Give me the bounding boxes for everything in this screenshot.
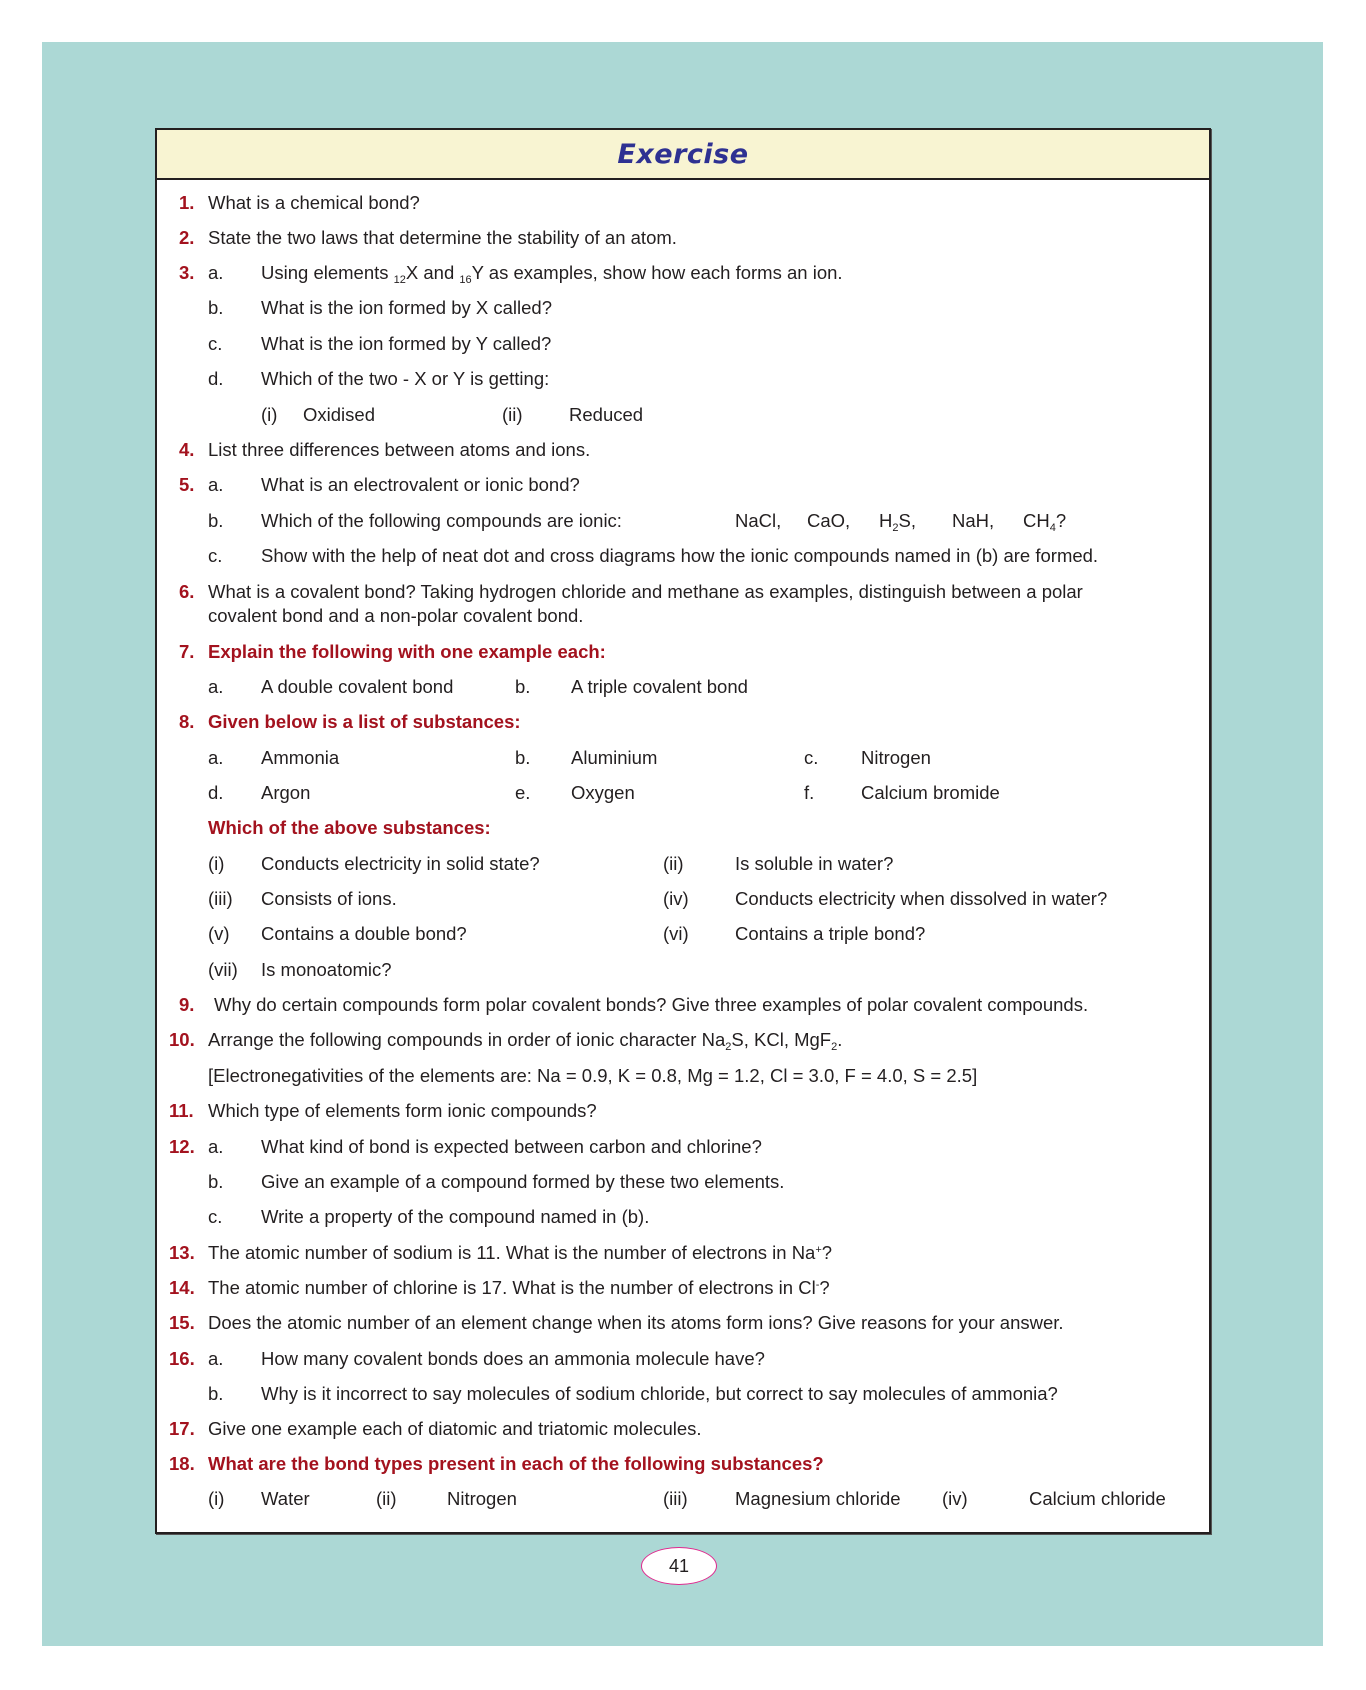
question-9 (157, 990, 1209, 1020)
compound-ch4: $CH_4$? (1023, 510, 1067, 534)
option-label: f. (804, 782, 815, 803)
question-3d-options (157, 400, 1209, 430)
part-text: Contains a triple bond? (735, 923, 926, 944)
page-title: Exercise (617, 138, 749, 170)
question-number: 1. (179, 192, 195, 213)
electronegativity-note: [Electronegativities of the elements are: Na = 0.9, K = 0.8, Mg = 1.2, Cl = 3.0, F = 4.0, S = 2.5] (208, 1065, 978, 1086)
question-text: Explain the following with one example each: (208, 641, 606, 662)
question-8-prompt (157, 813, 1209, 843)
substances-row-1 (157, 743, 1209, 773)
sub-label: a. (208, 262, 224, 283)
option-text: Reduced (569, 404, 644, 425)
question-4 (157, 435, 1209, 465)
question-text: What is a chemical bond? (208, 192, 420, 213)
question-text: The atomic number of sodium is 11. What is the number of electrons in Na+? (208, 1242, 833, 1263)
question-number: 2. (179, 227, 195, 248)
option-text: Nitrogen (861, 747, 931, 768)
sub-label: c. (208, 545, 223, 566)
exercise-box (155, 128, 1211, 1534)
exercise-header (157, 130, 1209, 180)
question-16b (157, 1379, 1209, 1409)
question-text: The atomic number of chlorine is 17. What is the number of electrons in Cl-? (208, 1277, 830, 1298)
question-text: Which type of elements form ionic compounds? (208, 1100, 597, 1121)
part-label: (ii) (663, 853, 684, 874)
part-label: (v) (208, 923, 230, 944)
substances-row-2 (157, 778, 1209, 808)
question-8 (157, 707, 1209, 737)
question-text: Which of the two - X or Y is getting: (261, 368, 550, 389)
sub-label: c. (208, 333, 223, 354)
option-label: (i) (261, 404, 278, 425)
option-label: (iv) (942, 1488, 968, 1509)
option-text: Water (261, 1488, 310, 1509)
question-text: What are the bond types present in each of the following substances? (208, 1453, 824, 1474)
question-number: 17. (169, 1418, 195, 1439)
question-text: Give an example of a compound formed by these two elements. (261, 1171, 785, 1192)
compound-cao: CaO, (807, 510, 851, 531)
option-text: Calcium chloride (1029, 1488, 1166, 1509)
option-text: Magnesium chloride (735, 1488, 901, 1509)
question-text: Using elements $_{12}$X and $_{16}$Y as examples, show how each forms an ion. (261, 262, 843, 286)
question-number: 3. (179, 262, 195, 283)
question-5c (157, 541, 1209, 571)
option-label: c. (804, 747, 819, 768)
option-label: d. (208, 782, 224, 803)
option-label: a. (208, 747, 224, 768)
question-text: What kind of bond is expected between carbon and chlorine? (261, 1136, 762, 1157)
question-number: 6. (179, 581, 195, 602)
compound-h2s: $H_2S$, (879, 510, 916, 534)
option-text: Oxidised (303, 404, 375, 425)
question-text: Write a property of the compound named in (b). (261, 1206, 650, 1227)
question-2 (157, 223, 1209, 253)
parts-row-3 (157, 919, 1209, 949)
part-text: Contains a double bond? (261, 923, 467, 944)
question-text: State the two laws that determine the stability of an atom. (208, 227, 677, 248)
question-number: 5. (179, 474, 195, 495)
question-number: 15. (169, 1312, 195, 1333)
question-1 (157, 188, 1209, 218)
part-label: (iv) (663, 888, 689, 909)
question-18 (157, 1449, 1209, 1479)
question-12a (157, 1132, 1209, 1162)
option-label: (ii) (502, 404, 523, 425)
sub-label: c. (208, 1206, 223, 1227)
parts-row-1 (157, 849, 1209, 879)
question-number: 16. (169, 1348, 195, 1369)
question-15 (157, 1308, 1209, 1338)
question-text: Given below is a list of substances: (208, 711, 521, 732)
question-3b (157, 293, 1209, 323)
question-5b (157, 506, 1209, 536)
part-label: (vii) (208, 959, 238, 980)
part-text: Consists of ions. (261, 888, 397, 909)
question-text: What is the ion formed by Y called? (261, 333, 552, 354)
sub-label: b. (208, 510, 224, 531)
question-5a (157, 470, 1209, 500)
question-text: What is an electrovalent or ionic bond? (261, 474, 580, 495)
question-text: How many covalent bonds does an ammonia molecule have? (261, 1348, 765, 1369)
question-number: 8. (179, 711, 195, 732)
question-number: 7. (179, 641, 195, 662)
sub-label: b. (208, 1383, 224, 1404)
question-3a (157, 258, 1209, 288)
sub-label: b. (208, 297, 224, 318)
option-label: a. (208, 676, 224, 697)
option-label: (i) (208, 1488, 225, 1509)
option-text: Ammonia (261, 747, 340, 768)
option-label: b. (515, 676, 531, 697)
option-text: Argon (261, 782, 311, 803)
question-18-options (157, 1484, 1209, 1514)
question-11 (157, 1096, 1209, 1126)
option-label: (ii) (376, 1488, 397, 1509)
question-number: 4. (179, 439, 195, 460)
compound-nacl: NaCl, (735, 510, 782, 531)
sub-label: a. (208, 1348, 224, 1369)
part-label: (vi) (663, 923, 689, 944)
question-10 (157, 1025, 1209, 1055)
question-14 (157, 1273, 1209, 1303)
part-label: (i) (208, 853, 225, 874)
question-12c (157, 1202, 1209, 1232)
question-7-options (157, 672, 1209, 702)
question-12b (157, 1167, 1209, 1197)
question-number: 12. (169, 1136, 195, 1157)
option-text: Calcium bromide (861, 782, 1000, 803)
question-3c (157, 329, 1209, 359)
option-label: (iii) (663, 1488, 688, 1509)
question-10-note (157, 1061, 1209, 1091)
question-6-cont (157, 601, 1209, 631)
question-text: Show with the help of neat dot and cross diagrams how the ionic compounds named in (b) are formed. (261, 545, 1099, 566)
part-text: Is monoatomic? (261, 959, 392, 980)
question-number: 13. (169, 1242, 195, 1263)
question-text: Why is it incorrect to say molecules of sodium chloride, but correct to say molecules of ammonia? (261, 1383, 1058, 1404)
question-7 (157, 637, 1209, 667)
part-label: (iii) (208, 888, 233, 909)
option-text: Nitrogen (447, 1488, 517, 1509)
sub-label: b. (208, 1171, 224, 1192)
part-text: Conducts electricity when dissolved in water? (735, 888, 1108, 909)
question-text-line2: covalent bond and a non-polar covalent bond. (208, 605, 584, 626)
question-17 (157, 1414, 1209, 1444)
sub-label: d. (208, 368, 224, 389)
question-16a (157, 1344, 1209, 1374)
part-text: Is soluble in water? (735, 853, 894, 874)
parts-row-2 (157, 884, 1209, 914)
question-3d (157, 364, 1209, 394)
question-number: 11. (169, 1100, 194, 1121)
question-number: 14. (169, 1277, 195, 1298)
question-number: 18. (169, 1453, 195, 1474)
question-text: Does the atomic number of an element change when its atoms form ions? Give reasons for your answer. (208, 1312, 1064, 1333)
option-label: e. (515, 782, 531, 803)
question-text: Give one example each of diatomic and triatomic molecules. (208, 1418, 702, 1439)
question-text: List three differences between atoms and ions. (208, 439, 591, 460)
part-text: Conducts electricity in solid state? (261, 853, 540, 874)
sub-label: a. (208, 474, 224, 495)
parts-row-4 (157, 955, 1209, 985)
prompt-text: Which of the above substances: (208, 817, 491, 838)
compound-nah: NaH, (952, 510, 995, 531)
question-text: Why do certain compounds form polar covalent bonds? Give three examples of polar covalent compounds. (214, 994, 1089, 1015)
sub-label: a. (208, 1136, 224, 1157)
question-text: Which of the following compounds are ionic: (261, 510, 622, 531)
question-text-line1: What is a covalent bond? Taking hydrogen chloride and methane as examples, distinguish between a polar (208, 581, 1083, 602)
question-text: What is the ion formed by X called? (261, 297, 553, 318)
option-text: A double covalent bond (261, 676, 454, 697)
question-text: Arrange the following compounds in order of ionic character $Na_2S$, KCl, MgF$_2$. (208, 1029, 843, 1053)
option-text: A triple covalent bond (571, 676, 748, 697)
option-text: Aluminium (571, 747, 658, 768)
page-number (641, 1547, 717, 1585)
question-number: 9. (179, 994, 195, 1015)
option-text: Oxygen (571, 782, 635, 803)
option-label: b. (515, 747, 531, 768)
question-number: 10. (169, 1029, 195, 1050)
page-number-text: 41 (668, 1555, 690, 1576)
question-13 (157, 1238, 1209, 1268)
